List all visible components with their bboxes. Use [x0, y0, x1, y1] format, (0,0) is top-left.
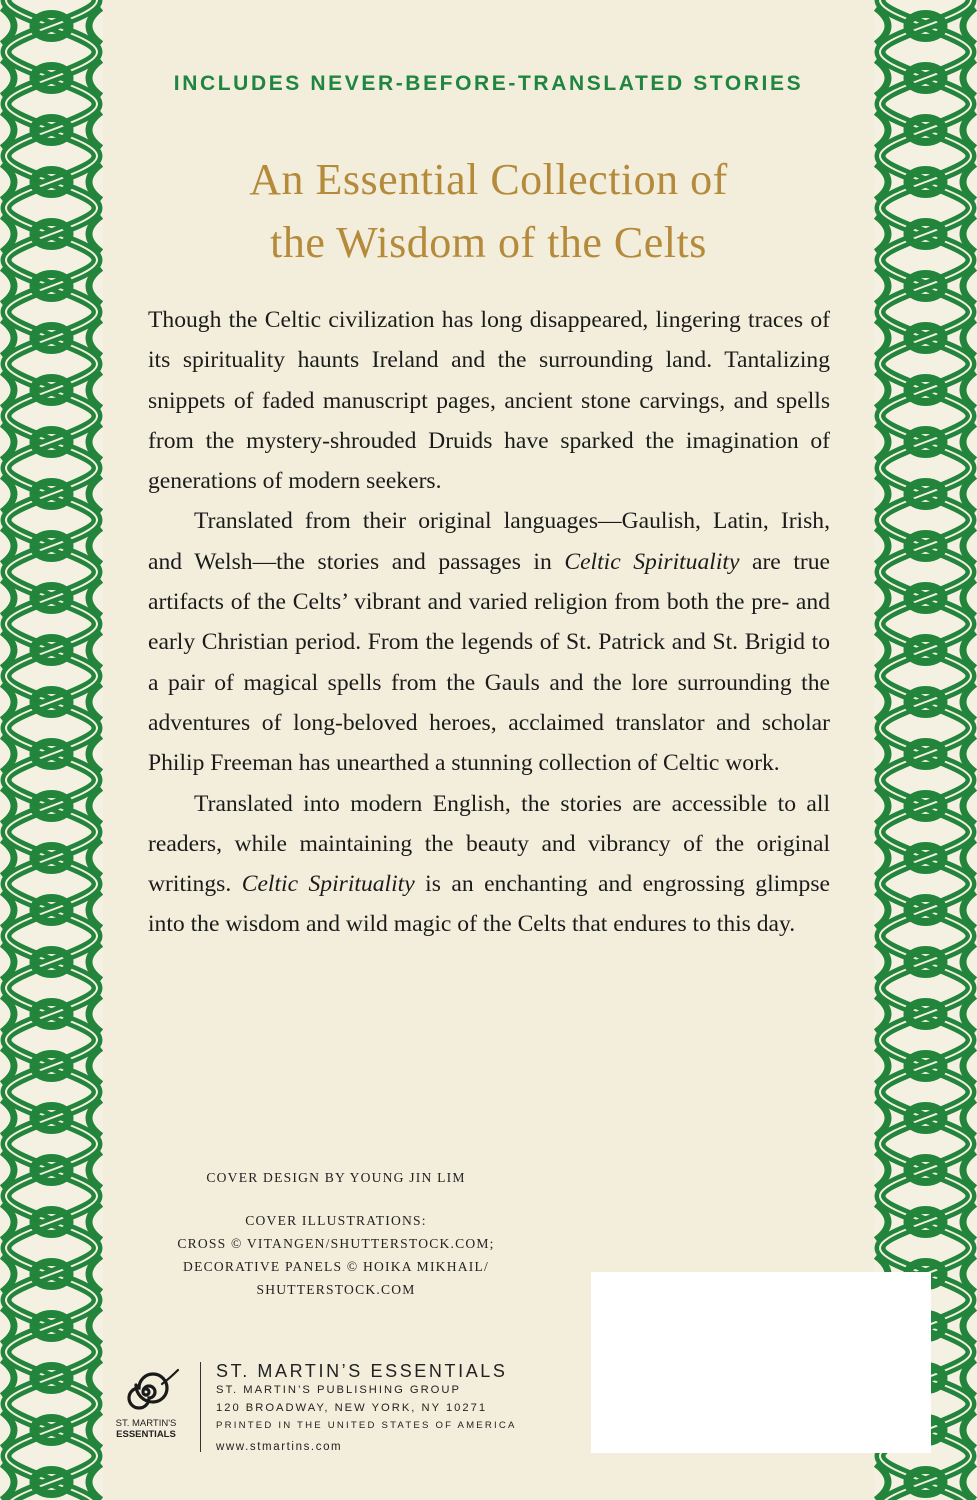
logo-caption-line-2: ESSENTIALS — [116, 1429, 176, 1440]
logo-caption — [106, 1418, 186, 1440]
headline-line-2: the Wisdom of the Celts — [270, 218, 707, 267]
illustration-credit-line: COVER ILLUSTRATIONS: — [245, 1213, 427, 1228]
knot-pattern-left — [0, 0, 103, 1500]
book-title: Celtic Spirituality — [564, 548, 740, 575]
paragraph-3-text-a: Translated into modern English, the stories are accessible to all readers, while maintaining the beauty and vibrancy of the original writings. — [148, 790, 830, 898]
spiral-icon — [106, 1364, 186, 1420]
illustration-credit-line: CROSS © VITANGEN/SHUTTERSTOCK.COM; — [177, 1236, 495, 1251]
divider — [200, 1362, 201, 1452]
publisher-address: 120 BROADWAY, NEW YORK, NY 10271 — [216, 1401, 488, 1414]
paragraph-3-text-b: is an enchanting and engrossing glimpse into the wisdom and wild magic of the Celts that endures to this day. — [148, 871, 830, 938]
headline-line-1: An Essential Collection of — [249, 155, 728, 204]
imprint-name: ST. MARTIN’S ESSENTIALS — [216, 1361, 508, 1381]
paragraph-2 — [148, 501, 830, 783]
illustration-credit-line: SHUTTERSTOCK.COM — [256, 1282, 416, 1297]
cover-design-credit: COVER DESIGN BY YOUNG JIN LIM — [206, 1170, 466, 1185]
book-description — [148, 300, 830, 945]
publishing-group: ST. MARTIN’S PUBLISHING GROUP — [216, 1384, 461, 1396]
tagline: INCLUDES NEVER-BEFORE-TRANSLATED STORIES — [173, 72, 804, 95]
logo-caption-line-1: ST. MARTIN'S — [115, 1418, 177, 1429]
book-title: Celtic Spirituality — [241, 871, 415, 898]
headline — [110, 148, 867, 274]
paragraph-2-text-a: Translated from their original languages—Gaulish, Latin, Irish, and Welsh—the stories and passages in — [148, 508, 830, 575]
paragraph-2-text-b: are true artifacts of the Celts’ vibrant and varied religion from both the pre- and early Christian period. From the legends of St. Patrick and St. Brigid to a pair of magical spells from the Gauls and the lore surrounding the adventures of long-beloved heroes, acclaimed translator and scholar Philip Freeman has unearthed a stunning collection of Celtic work. — [148, 548, 831, 777]
publisher-imprint — [216, 1360, 586, 1453]
publisher-website: www.stmartins.com — [216, 1440, 343, 1453]
publisher-logo — [106, 1364, 186, 1454]
barcode-area — [591, 1272, 931, 1453]
celtic-knot-border-left — [0, 0, 103, 1500]
illustration-credit-line: DECORATIVE PANELS © HOIKA MIKHAIL/ — [183, 1259, 489, 1274]
printed-in: PRINTED IN THE UNITED STATES OF AMERICA — [216, 1420, 517, 1431]
paragraph-1: Though the Celtic civilization has long disappeared, lingering traces of its spirituality haunts Ireland and the surrounding land. Tantalizing snippets of faded manuscript pages, ancient stone carvings, and spells from the mystery-shrouded Druids have sparked the imagination of generations of modern seekers. — [148, 307, 830, 495]
paragraph-3 — [148, 784, 830, 945]
illustration-credits — [150, 1209, 522, 1301]
